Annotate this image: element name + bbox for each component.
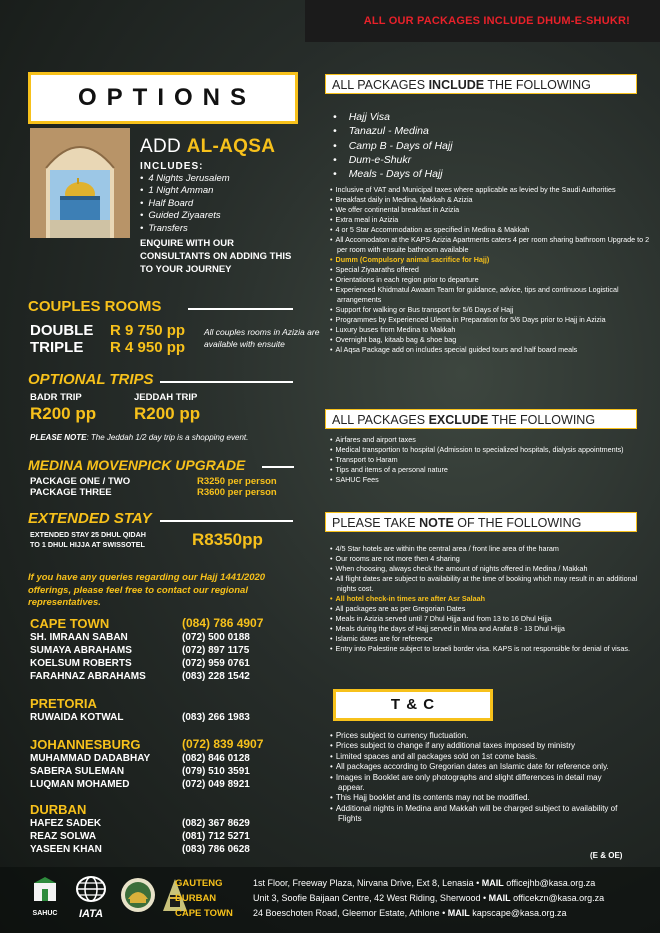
section-divider: [262, 466, 294, 468]
top-banner: [305, 0, 660, 42]
contact-phone: (083) 786 0628: [182, 844, 250, 855]
queries-text: If you have any queries regarding our Hajj 1441/2020 offerings, please feel free to contact our regional representatives.: [28, 572, 266, 608]
heading-pre: PLEASE TAKE: [332, 516, 420, 530]
heading-post: THE FOLLOWING: [484, 78, 591, 92]
enquire-text: ENQUIRE WITH OUR CONSULTANTS ON ADDING THIS TO YOUR JOURNEY: [140, 238, 292, 275]
address-text: Unit 3, Soofie Baijaan Centre, 42 West Riding, Sherwood: [253, 893, 481, 903]
section-divider: [160, 381, 293, 383]
contact-name: REAZ SOLWA: [30, 831, 97, 842]
list-item: • Special Ziyaaraths offered: [330, 265, 650, 275]
list-item: • Meals - Days of Hajj: [333, 167, 453, 181]
package-three-label: PACKAGE THREE: [30, 487, 112, 498]
movenpick-heading: MEDINA MOVENPICK UPGRADE: [28, 457, 246, 473]
list-item: • Tanazul - Medina: [333, 124, 453, 138]
cape-town-main-phone: (084) 786 4907: [182, 616, 264, 630]
eoe-label: (E & OE): [590, 851, 623, 860]
options-title: OPTIONS: [28, 72, 298, 124]
badr-trip-label: BADR TRIP: [30, 392, 82, 403]
contact-phone: (072) 500 0188: [182, 632, 250, 643]
list-item: • Dumm (Compulsory animal sacrifice for Hajj): [330, 255, 650, 265]
note-label: PLEASE NOTE: [30, 433, 87, 442]
list-item: • Tips and items of a personal nature: [330, 465, 650, 475]
contact-phone: (083) 266 1983: [182, 712, 250, 723]
footer: [0, 867, 660, 933]
list-item: • Limited spaces and all packages sold on 1st come basis.: [330, 752, 630, 762]
kaps-logo: [120, 877, 156, 913]
include-heading: [325, 74, 637, 94]
contact-phone: (081) 712 5271: [182, 831, 250, 842]
email-link[interactable]: officejhb@kasa.org.za: [506, 878, 596, 888]
section-divider: [188, 308, 293, 310]
contact-phone: (083) 228 1542: [182, 671, 250, 682]
note-list: [330, 544, 650, 654]
list-item: • All hotel check-in times are after Asr Salaah: [330, 594, 650, 604]
badr-trip-price: R200 pp: [30, 404, 97, 423]
mail-label: MAIL: [488, 893, 511, 903]
heading-bold: NOTE: [419, 516, 454, 530]
extended-desc-line: EXTENDED STAY 25 DHUL QIDAH: [30, 530, 146, 539]
contact-phone: (072) 049 8921: [182, 779, 250, 790]
note-text: : The Jeddah 1/2 day trip is a shopping event.: [86, 433, 249, 442]
includes-heading: INCLUDES:: [140, 161, 204, 172]
contact-phone: (072) 959 0761: [182, 658, 250, 669]
contact-name: RUWAIDA KOTWAL: [30, 712, 124, 723]
contact-phone: (082) 846 0128: [182, 753, 250, 764]
email-link[interactable]: officekzn@kasa.org.za: [513, 893, 605, 903]
extended-desc-line: TO 1 DHUL HIJJA AT SWISSOTEL: [30, 539, 145, 549]
section-divider: [160, 520, 293, 522]
package-one-two-label: PACKAGE ONE / TWO: [30, 476, 131, 487]
list-item: • Airfares and airport taxes: [330, 435, 650, 445]
sahuc-label: SAHUC: [32, 910, 58, 917]
list-item: • 4/5 Star hotels are within the central area / front line area of the haram: [330, 544, 650, 554]
list-item: • Al Aqsa Package add on includes special guided tours and half board meals: [330, 345, 650, 355]
contact-name: LUQMAN MOHAMED: [30, 779, 130, 790]
extended-stay-desc: [30, 530, 146, 549]
list-item: • Breakfast daily in Medina, Makkah & Azizia: [330, 195, 650, 205]
iata-logo: [70, 875, 112, 920]
triple-label: TRIPLE: [30, 339, 84, 356]
list-item: • 1 Night Amman: [140, 185, 230, 197]
include-list: [330, 185, 650, 355]
list-item: • Support for walking or Bus transport for 5/6 Days of Hajj: [330, 305, 650, 315]
double-price: R 9 750 pp: [110, 322, 186, 339]
list-item: • Transfers: [140, 223, 230, 235]
list-item: • Entry into Palestine subject to Israeli border visa. KAPS is not responsible for denial of visas.: [330, 644, 650, 654]
package-one-two-price: R3250 per person: [197, 476, 277, 487]
list-item: • 4 Nights Jerusalem: [140, 173, 230, 185]
list-item: • All packages are as per Gregorian Dates: [330, 604, 650, 614]
note-heading: [325, 512, 637, 532]
contact-name: YASEEN KHAN: [30, 844, 102, 855]
johannesburg-main-phone: (072) 839 4907: [182, 737, 264, 751]
double-label: DOUBLE: [30, 322, 94, 339]
contact-name: KOELSUM ROBERTS: [30, 658, 132, 669]
mail-label: MAIL: [447, 908, 470, 918]
sahuc-icon: [30, 875, 60, 905]
list-item: • Medical transportion to hospital (Admission to specialized hospitals, dialysis appointments): [330, 445, 650, 455]
contact-name: MUHAMMAD DADABHAY: [30, 753, 151, 764]
list-item: • Luxury buses from Medina to Makkah: [330, 325, 650, 335]
list-item: • Transport to Haram: [330, 455, 650, 465]
list-item: • Prices subject to change if any additional taxes imposed by ministry: [330, 741, 630, 751]
list-item: • 4 or 5 Star Accommodation as specified in Medina & Makkah: [330, 225, 650, 235]
list-item: • Hajj Visa: [333, 110, 453, 124]
include-highlights-list: [333, 110, 453, 181]
list-item: • Our rooms are not more then 4 sharing: [330, 554, 650, 564]
contact-phone: (079) 510 3591: [182, 766, 250, 777]
list-item: • Extra meal in Azizia: [330, 215, 650, 225]
list-item: • Dum-e-Shukr: [333, 153, 453, 167]
triple-price: R 4 950 pp: [110, 339, 186, 356]
office-city: DURBAN: [175, 893, 217, 904]
extended-stay-price: R8350pp: [192, 530, 263, 549]
package-three-price: R3600 per person: [197, 487, 277, 498]
add-al-aqsa-heading: [140, 136, 275, 158]
list-item: • Prices subject to currency fluctuation.: [330, 731, 630, 741]
list-item: • Images in Booklet are only photographs and slight differences in detail may appear.: [330, 773, 630, 794]
durban-heading: DURBAN: [30, 802, 87, 817]
banner-text: ALL OUR PACKAGES INCLUDE DHUM-E-SHUKR!: [363, 15, 630, 27]
list-item: • Half Board: [140, 198, 230, 210]
list-item: • Overnight bag, kitaab bag & shoe bag: [330, 335, 650, 345]
office-address: 1st Floor, Freeway Plaza, Nirvana Drive, Ext 8, Lenasia • MAIL officejhb@kasa.org.za: [253, 878, 596, 888]
heading-pre: ALL PACKAGES: [332, 413, 429, 427]
list-item: • SAHUC Fees: [330, 475, 650, 485]
office-city: GAUTENG: [175, 878, 223, 889]
address-text: 1st Floor, Freeway Plaza, Nirvana Drive, Ext 8, Lenasia: [253, 878, 474, 888]
list-item: • Meals in Azizia served until 7 Dhul Hijja and from 13 to 16 Dhul Hijja: [330, 614, 650, 624]
jeddah-note: [30, 433, 248, 442]
address-text: 24 Boeschoten Road, Gleemor Estate, Athlone: [253, 908, 440, 918]
al-aqsa-label: AL-AQSA: [186, 136, 276, 157]
email-link[interactable]: kapscape@kasa.org.za: [472, 908, 567, 918]
contact-name: SUMAYA ABRAHAMS: [30, 645, 132, 656]
list-item: • Meals during the days of Hajj served in Mina and Arafat 8 - 13 Dhul Hijja: [330, 624, 650, 634]
exclude-list: [330, 435, 650, 485]
office-address: 24 Boeschoten Road, Gleemor Estate, Athlone • MAIL kapscape@kasa.org.za: [253, 908, 567, 918]
office-address: Unit 3, Soofie Baijaan Centre, 42 West Riding, Sherwood • MAIL officekzn@kasa.org.za: [253, 893, 605, 903]
al-aqsa-image: [30, 128, 130, 238]
optional-trips-heading: OPTIONAL TRIPS: [28, 371, 154, 388]
globe-icon: [70, 875, 112, 903]
exclude-heading: [325, 409, 637, 429]
pretoria-heading: PRETORIA: [30, 696, 97, 711]
list-item: • We offer continental breakfast in Azizia: [330, 205, 650, 215]
list-item: • All flight dates are subject to availability at the time of booking which may result in an additional nights cost.: [330, 574, 650, 594]
tc-list: [330, 731, 630, 825]
contact-name: FARAHNAZ ABRAHAMS: [30, 671, 146, 682]
list-item: • All packages according to Gregorian dates an Islamic date for reference only.: [330, 762, 630, 772]
list-item: • All Accomodaton at the KAPS Azizia Apartments caters 4 per room sharing bathroom Upgrade to 2 per room with ensuite bathroom available: [330, 235, 650, 255]
list-item: • Camp B - Days of Hajj: [333, 139, 453, 153]
list-item: • When choosing, always check the amount of nights offered in Medina / Makkah: [330, 564, 650, 574]
add-label: ADD: [140, 136, 187, 157]
aqsa-includes-list: [140, 173, 230, 235]
couples-rooms-heading: COUPLES ROOMS: [28, 298, 162, 315]
contact-name: SH. IMRAAN SABAN: [30, 632, 128, 643]
cape-town-heading: CAPE TOWN: [30, 616, 110, 631]
office-city: CAPE TOWN: [175, 908, 233, 919]
heading-pre: ALL PACKAGES: [332, 78, 429, 92]
tc-heading: T & C: [333, 689, 493, 721]
list-item: • Additional nights in Medina and Makkah will be charged subject to availability of Flights: [330, 804, 630, 825]
list-item: • Islamic dates are for reference: [330, 634, 650, 644]
jeddah-trip-label: JEDDAH TRIP: [134, 392, 198, 403]
list-item: • Guided Ziyaarets: [140, 210, 230, 222]
jeddah-trip-price: R200 pp: [134, 404, 201, 423]
johannesburg-heading: JOHANNESBURG: [30, 737, 141, 752]
contact-name: SABERA SULEMAN: [30, 766, 125, 777]
heading-bold: EXCLUDE: [428, 413, 489, 427]
contact-name: HAFEZ SADEK: [30, 818, 102, 829]
heading-post: OF THE FOLLOWING: [453, 516, 582, 530]
contact-phone: (072) 897 1175: [182, 645, 250, 656]
list-item: • Inclusive of VAT and Municipal taxes where applicable as levied by the Saudi Authorities: [330, 185, 650, 195]
list-item: • This Hajj booklet and its contents may not be modified.: [330, 793, 630, 803]
list-item: • Experienced Khidmatul Awaam Team for guidance, advice, tips and continuous Logistical arrangements: [330, 285, 650, 305]
heading-post: THE FOLLOWING: [488, 413, 596, 427]
list-item: • Orientations in each region prior to departure: [330, 275, 650, 285]
extended-stay-heading: EXTENDED STAY: [28, 510, 152, 527]
contact-phone: (082) 367 8629: [182, 818, 250, 829]
list-item: • Programmes by Experienced Ulema in Preparation for 5/6 Days prior to Hajj in Azizia: [330, 315, 650, 325]
iata-label: IATA: [78, 908, 104, 920]
mail-label: MAIL: [481, 878, 504, 888]
heading-bold: INCLUDE: [428, 78, 485, 92]
sahuc-logo: [30, 875, 60, 917]
kaps-emblem-icon: [120, 877, 156, 913]
couples-note: All couples rooms in Azizia are available with ensuite: [204, 327, 320, 349]
